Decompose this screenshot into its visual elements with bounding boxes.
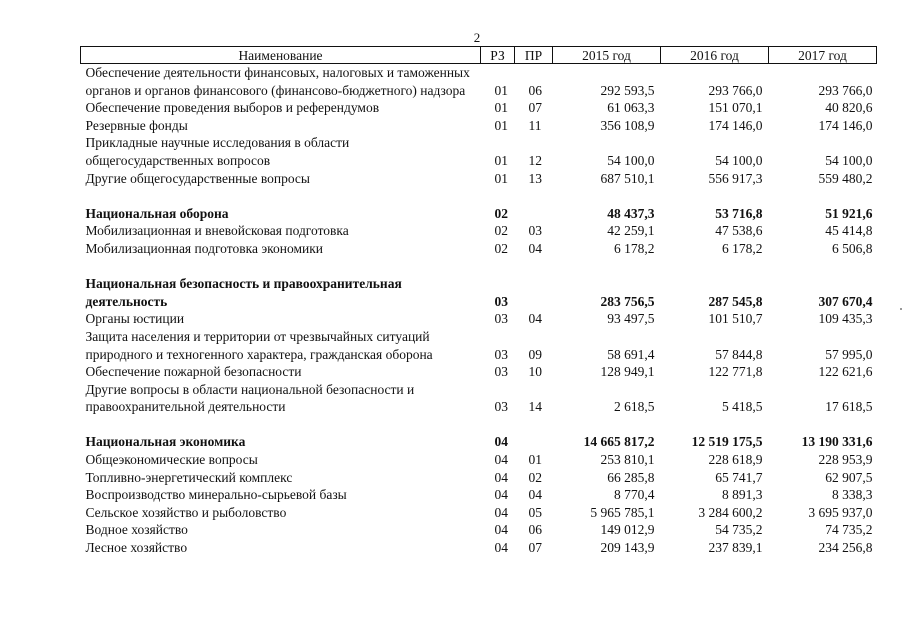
cell-rz: 04 (494, 452, 508, 468)
cell-pr (515, 275, 553, 310)
header-row (81, 47, 877, 64)
table-row (81, 222, 877, 240)
cell-2016: 174 146,0 (708, 117, 763, 133)
cell-2017: 307 670,4 (818, 293, 873, 309)
cell-pr: 07 (528, 540, 542, 556)
cell-2015: 687 510,1 (600, 170, 655, 186)
cell-name: Общеэкономические вопросы (85, 452, 258, 468)
cell-name: Прикладные научные исследования в области общегосударственных вопросов (85, 135, 350, 168)
cell-name: Обеспечение пожарной безопасности (85, 364, 302, 380)
cell-pr: 11 (528, 117, 542, 133)
cell-2016: 237 839,1 (708, 540, 763, 556)
cell-2017: 45 414,8 (825, 223, 873, 239)
cell-pr (515, 205, 553, 223)
cell-rz: 03 (494, 293, 508, 309)
header-2016: 2016 год (661, 47, 769, 64)
table-body (81, 64, 877, 557)
cell-pr: 06 (528, 522, 542, 538)
cell-name: Обеспечение деятельности финансовых, налоговых и таможенных органов и органов финансового (финансово-бюджетного) надзора (85, 65, 470, 98)
cell-2017: 559 480,2 (818, 170, 873, 186)
cell-2016: 54 100,0 (715, 152, 763, 168)
cell-2015: 14 665 817,2 (583, 434, 655, 450)
table-row (81, 310, 877, 328)
spacer-cell (81, 258, 877, 276)
cell-2017: 234 256,8 (818, 540, 873, 556)
cell-2016: 3 284 600,2 (698, 504, 763, 520)
cell-pr: 02 (528, 469, 542, 485)
table-row (81, 504, 877, 522)
cell-2016: 6 178,2 (722, 240, 763, 256)
section-row (81, 275, 877, 310)
cell-name: Другие общегосударственные вопросы (85, 170, 310, 186)
header-2017: 2017 год (769, 47, 877, 64)
cell-name: Органы юстиции (85, 311, 185, 327)
table-row (81, 64, 877, 100)
cell-2016: 228 618,9 (708, 452, 763, 468)
cell-rz: 03 (494, 311, 508, 327)
cell-2015: 128 949,1 (600, 364, 655, 380)
cell-rz: 03 (494, 364, 508, 380)
cell-rz: 03 (494, 346, 508, 362)
cell-2016: 101 510,7 (708, 311, 763, 327)
cell-2016: 151 070,1 (708, 100, 763, 116)
cell-pr: 01 (528, 452, 542, 468)
cell-rz: 04 (494, 434, 508, 450)
table-row (81, 381, 877, 416)
cell-2017: 8 338,3 (832, 487, 873, 503)
cell-rz: 04 (494, 504, 508, 520)
cell-rz: 02 (494, 205, 508, 221)
cell-name: Мобилизационная подготовка экономики (85, 240, 324, 256)
table-row (81, 521, 877, 539)
cell-rz: 04 (494, 469, 508, 485)
cell-pr: 03 (528, 223, 542, 239)
cell-name: Защита населения и территории от чрезвычайных ситуаций природного и техногенного характера, гражданская оборона (85, 328, 433, 362)
cell-name: Топливно-энергетический комплекс (85, 469, 293, 485)
cell-name: Воспроизводство минерально-сырьевой базы (85, 487, 347, 503)
cell-pr: 04 (528, 487, 542, 503)
cell-2015: 292 593,5 (600, 82, 655, 98)
cell-2016: 54 735,2 (715, 522, 763, 538)
cell-2015: 58 691,4 (607, 346, 655, 362)
cell-2017: 57 995,0 (825, 346, 873, 362)
cell-2016: 65 741,7 (715, 469, 763, 485)
cell-name: Другие вопросы в области национальной безопасности и правоохранительной деятельности (85, 381, 415, 415)
cell-2015: 42 259,1 (607, 223, 655, 239)
cell-2016: 287 545,8 (708, 293, 763, 309)
cell-name: Резервные фонды (85, 117, 188, 133)
cell-rz: 03 (494, 399, 508, 415)
cell-name: Мобилизационная и вневойсковая подготовка (85, 223, 349, 239)
cell-rz: 01 (494, 100, 508, 116)
cell-2017: 109 435,3 (818, 311, 873, 327)
cell-rz: 01 (494, 170, 508, 186)
cell-2015: 66 285,8 (607, 469, 655, 485)
section-row (81, 205, 877, 223)
cell-2016: 57 844,8 (715, 346, 763, 362)
cell-rz: 04 (494, 487, 508, 503)
cell-2017: 293 766,0 (818, 82, 873, 98)
cell-2016: 8 891,3 (722, 487, 763, 503)
table-row (81, 539, 877, 557)
cell-name: Национальная оборона (85, 205, 229, 221)
cell-name: Обеспечение проведения выборов и референдумов (85, 100, 380, 116)
cell-pr: 06 (528, 82, 542, 98)
header-2015: 2015 год (553, 47, 661, 64)
cell-rz: 04 (494, 540, 508, 556)
cell-rz: 02 (494, 223, 508, 239)
cell-2017: 228 953,9 (818, 452, 873, 468)
table-row (81, 363, 877, 381)
cell-2015: 6 178,2 (614, 240, 655, 256)
cell-2017: 74 735,2 (825, 522, 873, 538)
cell-name: Лесное хозяйство (85, 540, 188, 556)
table-header (81, 47, 877, 64)
cell-2017: 13 190 331,6 (801, 434, 873, 450)
cell-name: Национальная безопасность и правоохранительная деятельность (85, 276, 402, 309)
section-row (81, 433, 877, 451)
cell-rz: 04 (494, 522, 508, 538)
table-row (81, 328, 877, 363)
cell-rz: 01 (494, 117, 508, 133)
cell-2016: 293 766,0 (708, 82, 763, 98)
cell-2015: 253 810,1 (600, 452, 655, 468)
cell-2015: 2 618,5 (614, 399, 655, 415)
cell-2017: 40 820,6 (825, 100, 873, 116)
cell-pr: 09 (528, 346, 542, 362)
cell-2015: 149 012,9 (600, 522, 655, 538)
cell-pr: 13 (528, 170, 542, 186)
cell-2016: 53 716,8 (715, 205, 763, 221)
table-row (81, 99, 877, 117)
cell-2015: 8 770,4 (614, 487, 655, 503)
table-row (81, 486, 877, 504)
cell-pr (515, 433, 553, 451)
header-rz: РЗ (481, 47, 515, 64)
cell-2017: 54 100,0 (825, 152, 873, 168)
cell-name: Сельское хозяйство и рыболовство (85, 504, 287, 520)
cell-2016: 556 917,3 (708, 170, 763, 186)
cell-2017: 17 618,5 (825, 399, 873, 415)
cell-pr: 05 (528, 504, 542, 520)
cell-2017: 62 907,5 (825, 469, 873, 485)
header-pr: ПР (515, 47, 553, 64)
table-row (81, 117, 877, 135)
header-name: Наименование (81, 47, 481, 64)
cell-2016: 12 519 175,5 (691, 434, 763, 450)
cell-2017: 174 146,0 (818, 117, 873, 133)
cell-name: Водное хозяйство (85, 522, 188, 538)
table-row (81, 240, 877, 258)
cell-pr: 10 (528, 364, 542, 380)
spacer-cell (81, 187, 877, 205)
cell-pr: 12 (528, 152, 542, 168)
cell-2016: 5 418,5 (722, 399, 763, 415)
cell-2015: 356 108,9 (600, 117, 655, 133)
cell-2015: 283 756,5 (600, 293, 655, 309)
cell-2017: 3 695 937,0 (808, 504, 873, 520)
cell-2015: 61 063,3 (607, 100, 655, 116)
page-number: 2 (473, 30, 481, 45)
cell-pr: 14 (528, 399, 542, 415)
cell-2015: 54 100,0 (607, 152, 655, 168)
table-row (81, 469, 877, 487)
cell-2015: 93 497,5 (607, 311, 655, 327)
cell-2017: 51 921,6 (825, 205, 873, 221)
cell-2015: 209 143,9 (600, 540, 655, 556)
cell-2016: 122 771,8 (708, 364, 763, 380)
spacer-row (81, 258, 877, 276)
cell-2015: 48 437,3 (607, 205, 655, 221)
cell-pr: 04 (528, 240, 542, 256)
scan-mark (900, 308, 902, 310)
cell-pr: 04 (528, 311, 542, 327)
cell-pr: 07 (528, 100, 542, 116)
spacer-row (81, 416, 877, 434)
budget-table (80, 46, 877, 557)
cell-2017: 6 506,8 (832, 240, 873, 256)
spacer-cell (81, 416, 877, 434)
cell-2017: 122 621,6 (818, 364, 873, 380)
spacer-row (81, 187, 877, 205)
cell-2015: 5 965 785,1 (590, 504, 655, 520)
cell-rz: 01 (494, 82, 508, 98)
table-row (81, 134, 877, 169)
cell-name: Национальная экономика (85, 434, 246, 450)
cell-rz: 01 (494, 152, 508, 168)
cell-2016: 47 538,6 (715, 223, 763, 239)
table-row (81, 170, 877, 188)
cell-rz: 02 (494, 240, 508, 256)
table-row (81, 451, 877, 469)
